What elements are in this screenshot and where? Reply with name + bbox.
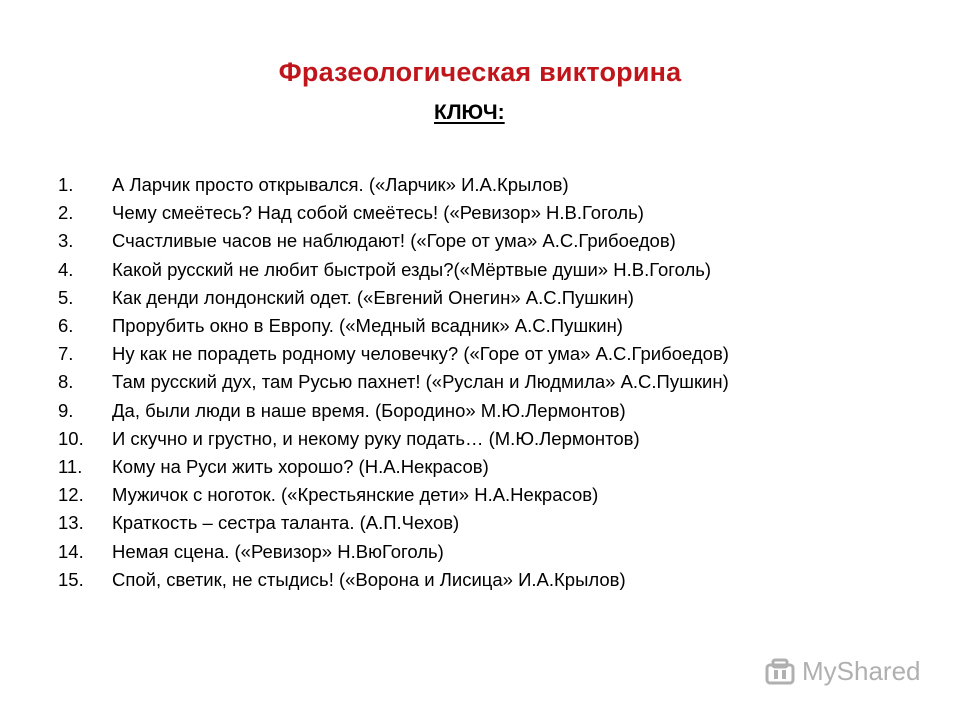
list-item xyxy=(58,509,729,537)
list-item xyxy=(58,256,729,284)
list-item xyxy=(58,481,729,509)
item-number: 11. xyxy=(58,455,83,477)
item-text: Чему смеётесь? Над собой смеётесь! («Ревизор» Н.В.Гоголь) xyxy=(112,202,644,224)
item-text: Да, были люди в наше время. (Бородино» М.Ю.Лермонтов) xyxy=(112,399,626,421)
item-text: Прорубить окно в Европу. («Медный всадник» А.С.Пушкин) xyxy=(112,315,623,337)
list-item xyxy=(58,397,729,425)
item-text: Немая сцена. («Ревизор» Н.ВюГоголь) xyxy=(112,540,444,562)
item-text: А Ларчик просто открывался. («Ларчик» И.А.Крылов) xyxy=(112,174,569,196)
list-item xyxy=(58,368,729,396)
item-number: 6. xyxy=(58,315,74,337)
watermark-text: MyShared xyxy=(802,656,921,686)
item-text: Как денди лондонский одет. («Евгений Онегин» А.С.Пушкин) xyxy=(112,286,634,308)
myshared-logo-icon xyxy=(764,657,798,687)
list-item xyxy=(58,312,729,340)
item-text: Какой русский не любит быстрой езды?(«Мёртвые души» Н.В.Гоголь) xyxy=(112,258,712,280)
item-number: 4. xyxy=(58,258,74,280)
item-text: Мужичок с ноготок. («Крестьянские дети» Н.А.Некрасов) xyxy=(112,484,599,506)
list-item xyxy=(58,171,729,199)
answer-list xyxy=(58,171,729,594)
item-number: 13. xyxy=(58,512,84,534)
item-number: 7. xyxy=(58,343,74,365)
item-text: Там русский дух, там Русью пахнет! («Руслан и Людмила» А.С.Пушкин) xyxy=(112,371,729,393)
item-number: 5. xyxy=(58,286,74,308)
item-number: 12. xyxy=(58,484,84,506)
item-number: 10. xyxy=(58,427,84,449)
item-number: 14. xyxy=(58,540,84,562)
list-item xyxy=(58,340,729,368)
list-item xyxy=(58,453,729,481)
item-number: 2. xyxy=(58,202,74,224)
item-text: Кому на Руси жить хорошо? (Н.А.Некрасов) xyxy=(112,455,489,477)
item-text: И скучно и грустно, и некому руку подать… (М.Ю.Лермонтов) xyxy=(112,427,640,449)
item-text: Счастливые часов не наблюдают! («Горе от ума» А.С.Грибоедов) xyxy=(112,230,676,252)
list-item xyxy=(58,537,729,565)
list-item xyxy=(58,425,729,453)
list-item xyxy=(58,284,729,312)
item-number: 8. xyxy=(58,371,74,393)
item-text: Спой, светик, не стыдись! («Ворона и Лисица» И.А.Крылов) xyxy=(112,568,626,590)
item-text: Ну как не порадеть родному человечку? («Горе от ума» А.С.Грибоедов) xyxy=(112,343,729,365)
item-text: Краткость – сестра таланта. (А.П.Чехов) xyxy=(112,512,460,534)
list-item xyxy=(58,199,729,227)
list-item xyxy=(58,227,729,255)
item-number: 15. xyxy=(58,568,84,590)
item-number: 9. xyxy=(58,399,74,421)
page-title: Фразеологическая викторина xyxy=(278,57,682,87)
answer-key-heading: КЛЮЧ: xyxy=(434,101,505,124)
item-number: 1. xyxy=(58,174,74,196)
watermark-logo xyxy=(764,656,921,687)
list-item xyxy=(58,566,729,594)
item-number: 3. xyxy=(58,230,74,252)
